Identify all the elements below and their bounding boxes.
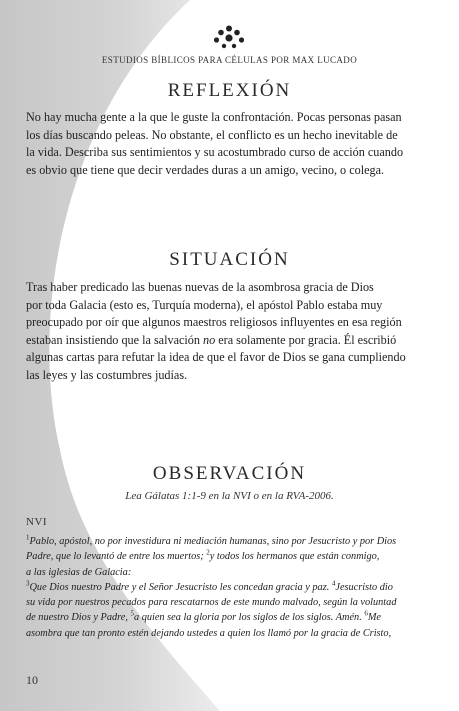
verse-text: a quien sea la gloria por los siglos de los siglos. Amén. [133, 612, 362, 624]
dots-logo-icon [212, 24, 246, 50]
version-label: NVI [26, 516, 48, 528]
reflexion-paragraph [26, 109, 438, 179]
scripture-line [26, 534, 441, 549]
page-number: 10 [26, 673, 38, 687]
situacion-heading: SITUACIÓN [169, 249, 290, 270]
verse-text: Padre, que lo levantó de entre los muertos; [26, 551, 204, 563]
situacion-emphasis: no [203, 332, 216, 347]
observacion-heading: OBSERVACIÓN [152, 463, 307, 484]
situacion-line: las leyes y las costumbres judías. [26, 367, 188, 382]
situacion-text: era solamente por gracia. Él escribió [218, 332, 397, 347]
reflexion-heading: REFLEXIÓN [167, 80, 292, 101]
scripture-line: su vida por nuestros pecados para rescatarnos de este mundo malvado, según la voluntad [26, 597, 397, 609]
verse-number: 6 [364, 610, 368, 619]
verse-text: de nuestro Dios y Padre, [26, 612, 128, 624]
verse-text: Que Dios nuestro Padre y el Señor Jesucristo les concedan gracia y paz. [29, 581, 330, 593]
verse-number: 2 [206, 548, 210, 557]
verse-number: 3 [26, 579, 30, 588]
scripture-passage [26, 534, 441, 641]
verse-text: Me [367, 612, 381, 624]
situacion-line: algunas cartas para refutar la idea de que el favor de Dios se gana cumpliendo [26, 350, 406, 364]
verse-text: Pablo, apóstol, no por investidura ni mediación humanas, sino por Jesucristo y por Dios [29, 536, 397, 547]
reflexion-line: la vida. Describa sus sentimientos y su acostumbrado curso de acción cuando [26, 145, 404, 159]
verse-number: 1 [26, 533, 30, 542]
verse-text: y todos los hermanos que están conmigo, [209, 551, 380, 563]
scripture-line [26, 610, 441, 625]
reflexion-line: es obvio que tiene que decir verdades duras a un amigo, vecino, o colega. [26, 162, 385, 177]
reflexion-line: los días buscando peleas. No obstante, el conflicto es un hecho inevitable de [26, 127, 398, 142]
scripture-reference: Lea Gálatas 1:1-9 en la NVI o en la RVA-2006. [125, 490, 334, 502]
reflexion-line: No hay mucha gente a la que le guste la confrontación. Pocas personas pasan [26, 110, 402, 124]
verse-text: Jesucristo dio [335, 581, 393, 593]
situacion-line: preocupado por oír que algunos maestros religiosos influyentes en esa región [26, 315, 402, 329]
situacion-text: estaban insistiendo que la salvación [26, 332, 200, 347]
situacion-line [26, 332, 438, 350]
situacion-line: Tras haber predicado las buenas nuevas de la asombrosa gracia de Dios [26, 280, 374, 294]
scripture-line: asombra que tan pronto estén dejando ustedes a quien los llamó por la gracia de Cristo, [26, 627, 392, 639]
verse-number: 5 [130, 610, 134, 619]
series-title: ESTUDIOS BÍBLICOS PARA CÉLULAS POR MAX LUCADO [101, 55, 358, 65]
situacion-line: por toda Galacia (esto es, Turquía moderna), el apóstol Pablo estaba muy [26, 297, 383, 312]
situacion-paragraph [26, 279, 438, 384]
scripture-line [26, 580, 441, 595]
scripture-line: a las iglesias de Galacia: [26, 566, 132, 578]
scripture-line [26, 549, 441, 564]
verse-number: 4 [331, 579, 336, 588]
